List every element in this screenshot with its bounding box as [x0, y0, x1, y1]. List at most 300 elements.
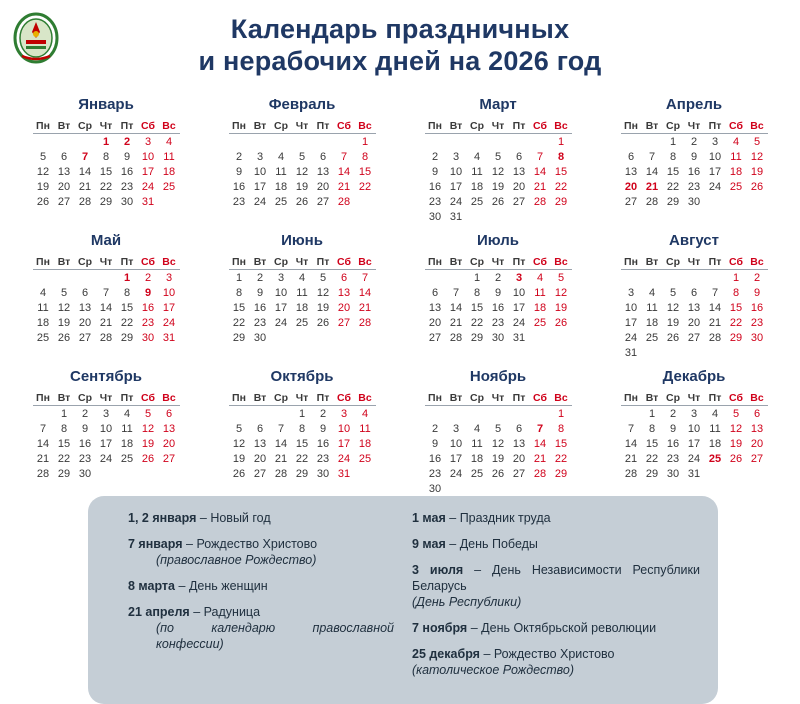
day-cell: 27 [253, 467, 267, 480]
day-cell-empty [159, 466, 180, 481]
day-cell: 16 [666, 437, 680, 450]
day-cell: 10 [512, 286, 526, 299]
day-cell: 5 [60, 286, 68, 299]
month-name: Март [479, 96, 517, 113]
day-cell: 16 [141, 301, 155, 314]
day-cell: 19 [729, 437, 743, 450]
week-row [229, 330, 376, 345]
day-cell: 3 [627, 286, 635, 299]
weekday-header: Вс [162, 391, 176, 404]
legend-text: Рождество Христово [493, 647, 615, 661]
day-cell-empty [334, 134, 355, 150]
day-cell: 13 [624, 165, 638, 178]
day-cell: 17 [141, 165, 155, 178]
day-cell: 17 [687, 437, 701, 450]
day-cell: 14 [624, 437, 638, 450]
day-cell: 22 [295, 452, 309, 465]
weekday-header: Пн [232, 255, 246, 268]
day-cell: 1 [732, 271, 740, 284]
legend-date: 9 мая [412, 537, 446, 551]
day-cell: 20 [512, 180, 526, 193]
day-cell: 21 [274, 452, 288, 465]
legend-item [412, 646, 700, 678]
legend-dash: – [178, 579, 186, 593]
day-cell: 19 [666, 316, 680, 329]
weekday-header: Ср [470, 255, 484, 268]
day-cell: 30 [78, 467, 92, 480]
day-cell: 21 [99, 316, 113, 329]
weekday-header: Вс [162, 255, 176, 268]
legend-subtext: (православное Рождество) [156, 553, 317, 567]
day-cell: 15 [645, 437, 659, 450]
day-cell: 16 [120, 165, 134, 178]
month-block [400, 230, 596, 364]
weekday-header: Ср [470, 119, 484, 132]
day-cell: 22 [358, 180, 372, 193]
day-cell: 30 [491, 331, 505, 344]
day-cell-holiday: 7 [81, 150, 89, 163]
weekday-header: Сб [141, 391, 155, 404]
day-cell: 26 [295, 195, 309, 208]
month-block [204, 94, 400, 228]
day-cell: 17 [449, 180, 463, 193]
day-cell: 16 [428, 452, 442, 465]
week-row [621, 315, 768, 330]
day-cell-empty [530, 209, 551, 224]
weekday-header: Вс [554, 391, 568, 404]
week-row [425, 466, 572, 481]
weekday-header: Вс [750, 119, 764, 132]
day-cell: 8 [648, 422, 656, 435]
day-cell-empty [551, 209, 572, 224]
day-cell: 11 [471, 165, 483, 178]
week-row [425, 134, 572, 150]
week-row [621, 436, 768, 451]
day-cell: 24 [512, 316, 526, 329]
weekday-header: Ср [78, 255, 92, 268]
day-cell-empty [467, 481, 488, 496]
day-cell-holiday: 9 [144, 286, 152, 299]
day-cell: 20 [57, 180, 71, 193]
weekday-header: Сб [729, 255, 743, 268]
day-cell: 8 [361, 150, 369, 163]
week-row [33, 406, 180, 422]
day-cell: 20 [687, 316, 701, 329]
day-cell: 4 [473, 150, 481, 163]
weekday-header: Чт [295, 119, 309, 132]
day-cell: 19 [232, 452, 246, 465]
day-cell: 4 [277, 150, 285, 163]
month-table [425, 390, 572, 496]
day-cell: 17 [512, 301, 526, 314]
day-cell: 3 [452, 422, 460, 435]
day-cell: 29 [554, 467, 568, 480]
day-cell-empty [138, 466, 159, 481]
legend-text: Праздник труда [459, 511, 551, 525]
day-cell-empty [159, 194, 180, 209]
month-table [621, 390, 768, 481]
day-cell: 25 [470, 467, 484, 480]
day-cell: 20 [428, 316, 442, 329]
day-cell: 25 [162, 180, 176, 193]
day-cell: 25 [295, 316, 309, 329]
day-cell: 19 [57, 316, 71, 329]
month-block [400, 94, 596, 228]
day-cell-holiday: 1 [123, 271, 131, 284]
day-cell: 27 [750, 452, 764, 465]
day-cell: 18 [358, 437, 372, 450]
day-cell: 7 [627, 422, 635, 435]
weekday-header: Сб [729, 391, 743, 404]
legend-dash: – [193, 605, 201, 619]
month-name: Апрель [665, 96, 723, 113]
day-cell: 23 [253, 316, 267, 329]
day-cell: 30 [428, 210, 442, 223]
day-cell: 26 [57, 331, 71, 344]
day-cell: 12 [491, 165, 505, 178]
day-cell-empty [75, 134, 96, 150]
day-cell-empty [229, 406, 250, 422]
day-cell-empty [747, 194, 768, 209]
week-row [229, 466, 376, 481]
weekday-header: Ср [470, 391, 484, 404]
day-cell: 28 [449, 331, 463, 344]
weekday-header: Сб [141, 119, 155, 132]
week-row [621, 451, 768, 466]
day-cell: 12 [36, 165, 50, 178]
day-cell: 26 [666, 331, 680, 344]
week-row [621, 300, 768, 315]
weekday-header: Вс [554, 119, 568, 132]
day-cell: 9 [235, 165, 243, 178]
day-cell: 8 [669, 150, 677, 163]
day-cell: 5 [557, 271, 565, 284]
day-cell: 17 [99, 437, 113, 450]
day-cell: 11 [37, 301, 49, 314]
months-grid [0, 88, 800, 500]
month-name: Январь [78, 96, 134, 113]
month-table [425, 254, 572, 345]
day-cell: 11 [730, 150, 742, 163]
day-cell: 10 [449, 165, 463, 178]
day-cell-empty [509, 406, 530, 422]
legend-date: 25 декабря [412, 647, 480, 661]
day-cell: 1 [557, 135, 565, 148]
day-cell: 24 [449, 467, 463, 480]
day-cell: 8 [557, 422, 565, 435]
day-cell-holiday: 20 [624, 180, 638, 193]
day-cell: 3 [102, 407, 110, 420]
day-cell: 9 [81, 422, 89, 435]
day-cell: 4 [298, 271, 306, 284]
weekday-header: Вс [162, 119, 176, 132]
day-cell-empty [726, 466, 747, 481]
day-cell-empty [313, 330, 334, 345]
day-cell: 25 [729, 180, 743, 193]
day-cell: 28 [78, 195, 92, 208]
day-cell: 18 [708, 437, 722, 450]
day-cell: 9 [319, 422, 327, 435]
day-cell: 27 [428, 331, 442, 344]
weekday-header: Пт [708, 255, 722, 268]
day-cell: 23 [316, 452, 330, 465]
weekday-header: Чт [99, 119, 113, 132]
day-cell: 10 [337, 422, 351, 435]
weekday-header: Пн [624, 391, 638, 404]
day-cell: 28 [708, 331, 722, 344]
day-cell: 19 [491, 452, 505, 465]
day-cell: 28 [99, 331, 113, 344]
weekday-header: Сб [337, 119, 351, 132]
day-cell-empty [271, 406, 292, 422]
day-cell-empty [642, 270, 663, 286]
day-cell-empty [705, 345, 726, 360]
week-row [229, 134, 376, 150]
day-cell: 12 [666, 301, 680, 314]
day-cell: 30 [120, 195, 134, 208]
weekday-header: Чт [491, 391, 505, 404]
day-cell: 17 [337, 437, 351, 450]
day-cell: 13 [512, 437, 526, 450]
day-cell-empty [621, 406, 642, 422]
day-cell: 6 [340, 271, 348, 284]
month-block [8, 366, 204, 500]
day-cell: 2 [431, 150, 439, 163]
weekday-header: Чт [99, 255, 113, 268]
day-cell-empty [551, 330, 572, 345]
day-cell: 21 [337, 180, 351, 193]
weekday-header: Пн [36, 119, 50, 132]
legend-column-left [106, 510, 394, 688]
week-row [33, 149, 180, 164]
day-cell-empty [250, 134, 271, 150]
day-cell: 22 [99, 180, 113, 193]
day-cell-empty [726, 194, 747, 209]
weekday-header: Сб [533, 255, 547, 268]
day-cell: 29 [666, 195, 680, 208]
day-cell: 6 [515, 150, 523, 163]
legend-date: 7 ноября [412, 621, 468, 635]
day-cell-empty [467, 134, 488, 150]
day-cell: 10 [141, 150, 155, 163]
day-cell: 22 [120, 316, 134, 329]
week-row [33, 421, 180, 436]
day-cell: 22 [57, 452, 71, 465]
day-cell: 31 [512, 331, 526, 344]
day-cell: 6 [319, 150, 327, 163]
weekday-header: Чт [491, 119, 505, 132]
week-row [425, 179, 572, 194]
day-cell: 18 [470, 180, 484, 193]
day-cell-empty [621, 134, 642, 150]
weekday-header: Вс [358, 255, 372, 268]
weekday-header: Пт [120, 255, 134, 268]
day-cell: 2 [319, 407, 327, 420]
legend-text: Рождество Христово [196, 537, 318, 551]
weekday-header: Пт [512, 119, 526, 132]
day-cell: 16 [316, 437, 330, 450]
week-row [33, 300, 180, 315]
day-cell: 23 [491, 316, 505, 329]
day-cell: 16 [253, 301, 267, 314]
day-cell-empty [747, 345, 768, 360]
day-cell: 22 [232, 316, 246, 329]
day-cell: 29 [99, 195, 113, 208]
day-cell: 14 [99, 301, 113, 314]
weekday-header: Чт [687, 255, 701, 268]
day-cell: 27 [687, 331, 701, 344]
weekday-header: Сб [729, 119, 743, 132]
week-row [229, 149, 376, 164]
day-cell-holiday: 2 [123, 135, 131, 148]
day-cell: 23 [666, 452, 680, 465]
day-cell-empty [355, 194, 376, 209]
legend-date: 1, 2 января [128, 511, 197, 525]
weekday-header: Пн [36, 255, 50, 268]
day-cell: 18 [295, 301, 309, 314]
day-cell: 19 [295, 180, 309, 193]
weekday-header: Сб [533, 391, 547, 404]
day-cell: 13 [337, 286, 351, 299]
month-block [204, 366, 400, 500]
month-table [33, 118, 180, 209]
day-cell: 2 [669, 407, 677, 420]
month-block [8, 230, 204, 364]
weekday-header: Пт [708, 391, 722, 404]
day-cell: 3 [711, 135, 719, 148]
day-cell-empty [530, 330, 551, 345]
week-row [229, 406, 376, 422]
legend-dash: – [474, 563, 482, 577]
day-cell-empty [663, 270, 684, 286]
day-cell: 4 [648, 286, 656, 299]
weekday-header: Пн [428, 255, 442, 268]
weekday-header: Чт [687, 119, 701, 132]
day-cell: 26 [36, 195, 50, 208]
week-row [229, 451, 376, 466]
week-row [33, 451, 180, 466]
month-name: Октябрь [270, 368, 334, 385]
day-cell: 24 [253, 195, 267, 208]
legend-date: 21 апреля [128, 605, 190, 619]
week-row [33, 134, 180, 150]
legend-item [106, 510, 394, 526]
day-cell: 23 [687, 180, 701, 193]
day-cell: 29 [645, 467, 659, 480]
title-line-1: Календарь праздничных [230, 14, 570, 44]
day-cell: 12 [491, 437, 505, 450]
day-cell: 30 [253, 331, 267, 344]
legend-date: 7 января [128, 537, 183, 551]
month-name: Июль [477, 232, 519, 249]
day-cell: 19 [554, 301, 568, 314]
legend-text: Новый год [210, 511, 271, 525]
day-cell: 11 [534, 286, 546, 299]
week-row [33, 466, 180, 481]
day-cell-holiday: 25 [708, 452, 722, 465]
day-cell: 24 [141, 180, 155, 193]
month-table [621, 254, 768, 360]
day-cell: 5 [235, 422, 243, 435]
day-cell: 25 [470, 195, 484, 208]
day-cell-empty [117, 466, 138, 481]
day-cell: 21 [78, 180, 92, 193]
day-cell: 12 [750, 150, 764, 163]
weekday-header: Ср [666, 119, 680, 132]
day-cell: 10 [708, 150, 722, 163]
day-cell: 13 [253, 437, 267, 450]
day-cell: 4 [123, 407, 131, 420]
legend-date: 3 июля [412, 563, 464, 577]
day-cell: 12 [232, 437, 246, 450]
day-cell: 6 [60, 150, 68, 163]
day-cell: 4 [165, 135, 173, 148]
week-row [229, 179, 376, 194]
day-cell: 31 [337, 467, 351, 480]
day-cell: 8 [102, 150, 110, 163]
day-cell: 20 [78, 316, 92, 329]
week-row [621, 421, 768, 436]
day-cell: 2 [431, 422, 439, 435]
day-cell: 31 [162, 331, 176, 344]
month-table [229, 390, 376, 481]
weekday-header: Сб [337, 255, 351, 268]
weekday-header: Вт [645, 119, 659, 132]
week-row [621, 179, 768, 194]
day-cell-empty [446, 270, 467, 286]
day-cell: 20 [337, 301, 351, 314]
legend-text: День Независимости Республики Беларусь [412, 563, 700, 593]
day-cell-holiday: 7 [536, 422, 544, 435]
weekday-header: Ср [274, 255, 288, 268]
week-row [229, 164, 376, 179]
day-cell: 18 [274, 180, 288, 193]
day-cell: 14 [533, 437, 547, 450]
day-cell: 28 [274, 467, 288, 480]
day-cell: 27 [512, 467, 526, 480]
weekday-header: Пт [512, 255, 526, 268]
week-row [425, 436, 572, 451]
day-cell: 27 [162, 452, 176, 465]
weekday-header: Вс [554, 255, 568, 268]
week-row [229, 315, 376, 330]
day-cell: 9 [690, 150, 698, 163]
day-cell: 22 [554, 452, 568, 465]
day-cell-empty [467, 406, 488, 422]
day-cell: 21 [533, 180, 547, 193]
day-cell: 2 [144, 271, 152, 284]
day-cell: 15 [554, 437, 568, 450]
day-cell: 12 [57, 301, 71, 314]
day-cell: 6 [753, 407, 761, 420]
day-cell: 4 [39, 286, 47, 299]
day-cell: 28 [36, 467, 50, 480]
week-row [33, 194, 180, 209]
day-cell: 9 [431, 165, 439, 178]
day-cell: 4 [711, 407, 719, 420]
day-cell: 14 [274, 437, 288, 450]
day-cell: 23 [141, 316, 155, 329]
day-cell-holiday: 8 [557, 150, 565, 163]
day-cell-empty [250, 406, 271, 422]
day-cell: 17 [708, 165, 722, 178]
weekday-header: Вс [750, 255, 764, 268]
day-cell-holiday: 3 [515, 271, 523, 284]
day-cell: 6 [256, 422, 264, 435]
day-cell: 11 [471, 437, 483, 450]
week-row [425, 164, 572, 179]
day-cell-empty [75, 270, 96, 286]
